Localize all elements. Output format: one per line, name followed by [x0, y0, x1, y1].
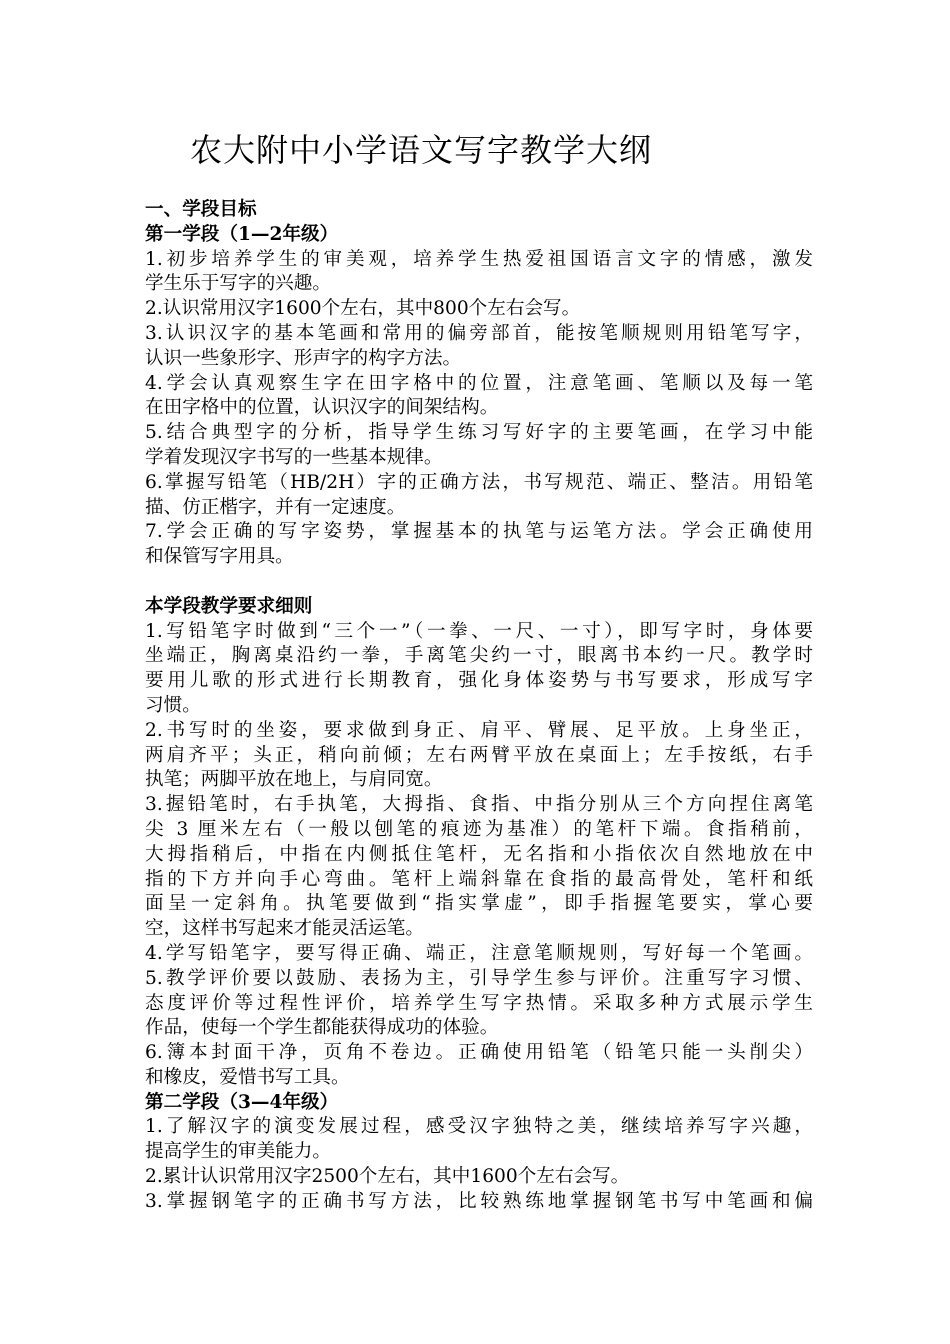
paragraph-line: 大拇指稍后，中指在内侧抵住笔杆，无名指和小指依次自然地放在中 — [145, 843, 813, 865]
document-title: 农大附中小学语文写字教学大纲 — [190, 131, 653, 169]
paragraph-line: 提高学生的审美能力。 — [145, 1141, 331, 1163]
paragraph-line: 面呈一定斜角。执笔要做到“指实掌虚”，即手指握笔要实，掌心要 — [145, 893, 813, 915]
paragraph-line: 两肩齐平；头正，稍向前倾；左右两臂平放在桌面上；左手按纸，右手 — [145, 744, 813, 766]
paragraph-line: 指的下方并向手心弯曲。笔杆上端斜靠在食指的最高骨处，笔杆和纸 — [145, 868, 813, 890]
paragraph-line: 作品，使每一个学生都能获得成功的体验。 — [145, 1017, 499, 1039]
paragraph-line: 和保管写字用具。 — [145, 546, 294, 568]
paragraph-line: 空，这样书写起来才能灵活运笔。 — [145, 918, 424, 940]
paragraph-line: 1.初步培养学生的审美观，培养学生热爱祖国语言文字的情感，激发 — [145, 248, 813, 270]
paragraph-line: 执笔；两脚平放在地上，与肩同宽。 — [145, 769, 443, 791]
paragraph-line: 3.握铅笔时，右手执笔，大拇指、食指、中指分别从三个方向捏住离笔 — [145, 794, 813, 816]
section-heading-goals: 一、学段目标 — [145, 199, 257, 220]
paragraph-line: 和橡皮，爱惜书写工具。 — [145, 1066, 350, 1088]
paragraph-line: 5.教学评价要以鼓励、表扬为主，引导学生参与评价。注重写字习惯、 — [145, 967, 813, 989]
paragraph-line: 1.了解汉字的演变发展过程，感受汉字独特之美，继续培养写字兴趣， — [145, 1116, 813, 1138]
paragraph-line: 认识一些象形字、形声字的构字方法。 — [145, 347, 462, 369]
paragraph-line: 描、仿正楷字，并有一定速度。 — [145, 496, 406, 518]
paragraph-line: 态度评价等过程性评价，培养学生写字热情。采取多种方式展示学生 — [145, 992, 813, 1014]
blank-line — [145, 570, 813, 595]
paragraph-line: 习惯。 — [145, 694, 201, 716]
paragraph-line: 4.学写铅笔字，要写得正确、端正，注意笔顺规则，写好每一个笔画。 — [145, 942, 813, 964]
paragraph-line: 要用儿歌的形式进行长期教育，强化身体姿势与书写要求，形成写字 — [145, 670, 813, 692]
paragraph-line: 2.认识常用汉字1600个左右，其中800个左右会写。 — [145, 298, 581, 320]
paragraph-line: 2.书写时的坐姿，要求做到身正、肩平、臂展、足平放。上身坐正， — [145, 719, 813, 741]
stage1-heading: 第一学段（1—2年级） — [145, 223, 339, 245]
paragraph-line: 尖 3 厘米左右（一般以刨笔的痕迹为基准）的笔杆下端。食指稍前， — [145, 818, 813, 840]
paragraph-line: 3.认识汉字的基本笔画和常用的偏旁部首，能按笔顺规则用铅笔写字， — [145, 322, 813, 344]
paragraph-line: 在田字格中的位置，认识汉字的间架结构。 — [145, 397, 499, 419]
paragraph-line: 学生乐于写字的兴趣。 — [145, 273, 331, 295]
paragraph-line: 6.簿本封面干净，页角不卷边。正确使用铅笔（铅笔只能一头削尖） — [145, 1042, 813, 1064]
paragraph-line: 6.掌握写铅笔（HB/2H）字的正确方法，书写规范、端正、整洁。用铅笔 — [145, 471, 813, 493]
paragraph-line: 坐端正，胸离桌沿约一拳，手离笔尖约一寸，眼离书本约一尺。教学时 — [145, 645, 813, 667]
document-body — [145, 198, 813, 1215]
rules-heading: 本学段教学要求细则 — [145, 595, 313, 617]
paragraph-line: 7.学会正确的写字姿势，掌握基本的执笔与运笔方法。学会正确使用 — [145, 521, 813, 543]
paragraph-line: 学着发现汉字书写的一些基本规律。 — [145, 446, 443, 468]
paragraph-line: 2.累计认识常用汉字2500个左右，其中1600个左右会写。 — [145, 1166, 630, 1188]
paragraph-line: 4.学会认真观察生字在田字格中的位置，注意笔画、笔顺以及每一笔 — [145, 372, 813, 394]
paragraph-line: 5.结合典型字的分析，指导学生练习写好字的主要笔画，在学习中能 — [145, 422, 813, 444]
paragraph-line: 3.掌握钢笔字的正确书写方法，比较熟练地掌握钢笔书写中笔画和偏 — [145, 1190, 813, 1212]
stage2-heading: 第二学段（3—4年级） — [145, 1091, 339, 1113]
paragraph-line: 1.写铅笔字时做到“三个一”（一拳、一尺、一寸），即写字时，身体要 — [145, 620, 813, 642]
